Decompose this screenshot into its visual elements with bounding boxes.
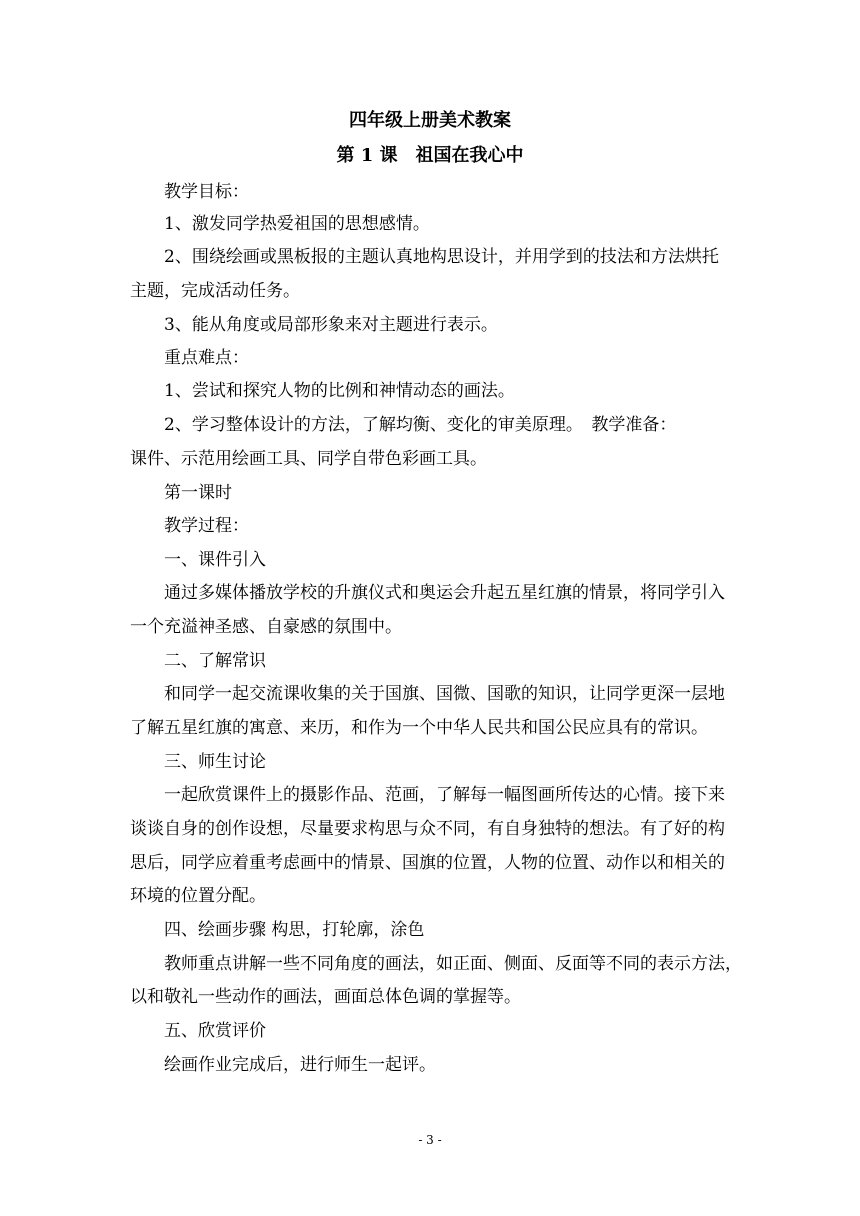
paragraph-line: 通过多媒体播放学校的升旗仪式和奥运会升起五星红旗的情景，将同学引入 [164,583,725,603]
section-heading-objectives: 教学目标： [164,182,249,202]
paragraph-line: 3、能从角度或局部形象来对主题进行表示。 [164,315,498,335]
document-title: 四年级上册美术教案 [349,110,511,131]
paragraph-line: 以和敬礼一些动作的画法，画面总体色调的掌握等。 [130,987,521,1007]
section-heading-key-points: 重点难点： [164,348,249,368]
paragraph-line: 谈谈自身的创作设想，尽量要求构思与众不同，有自身独特的想法。有了好的构 [130,819,725,839]
paragraph-line: 1、激发同学热爱祖国的思想感情。 [164,214,430,234]
paragraph-line: 一起欣赏课件上的摄影作品、范画，了解每一幅图画所传达的心情。接下来 [164,785,725,805]
paragraph-line: 主题，完成活动任务。 [130,281,300,301]
lesson-title: 第 1 课 祖国在我心中 [336,145,524,166]
paragraph-line: 思后，同学应着重考虑画中的情景、国旗的位置，人物的位置、动作以和相关的 [130,853,725,873]
page-number: - 3 - [418,1133,442,1147]
section-heading-4: 四、绘画步骤 构思，打轮廓，涂色 [164,920,425,940]
section-heading-5: 五、欣赏评价 [164,1021,266,1041]
section-heading-first-lesson: 第一课时 [164,483,232,503]
paragraph-line: 2、围绕绘画或黑板报的主题认真地构思设计，并用学到的技法和方法烘托 [164,247,719,267]
section-heading-2: 二、了解常识 [164,651,266,671]
paragraph-line: 和同学一起交流课收集的关于国旗、国微、国歌的知识，让同学更深一层地 [164,684,725,704]
paragraph-line: 1、尝试和探究人物的比例和神情动态的画法。 [164,381,515,401]
paragraph-line: 绘画作业完成后，进行师生一起评。 [164,1055,436,1075]
paragraph-line: 一个充溢神圣感、自豪感的氛围中。 [130,617,402,637]
section-heading-process: 教学过程： [164,516,249,536]
paragraph-line: 环境的位置分配。 [130,886,266,906]
section-heading-3: 三、师生讨论 [164,752,266,772]
section-heading-1: 一、课件引入 [164,550,266,570]
paragraph-line: 了解五星红旗的寓意、来历，和作为一个中华人民共和国公民应具有的常识。 [130,718,708,738]
paragraph-line: 2、学习整体设计的方法，了解均衡、变化的审美原理。 教学准备： [164,415,677,435]
paragraph-line: 教师重点讲解一些不同角度的画法，如正面、侧面、反面等不同的表示方法， [164,954,742,974]
paragraph-line: 课件、示范用绘画工具、同学自带色彩画工具。 [130,449,487,469]
